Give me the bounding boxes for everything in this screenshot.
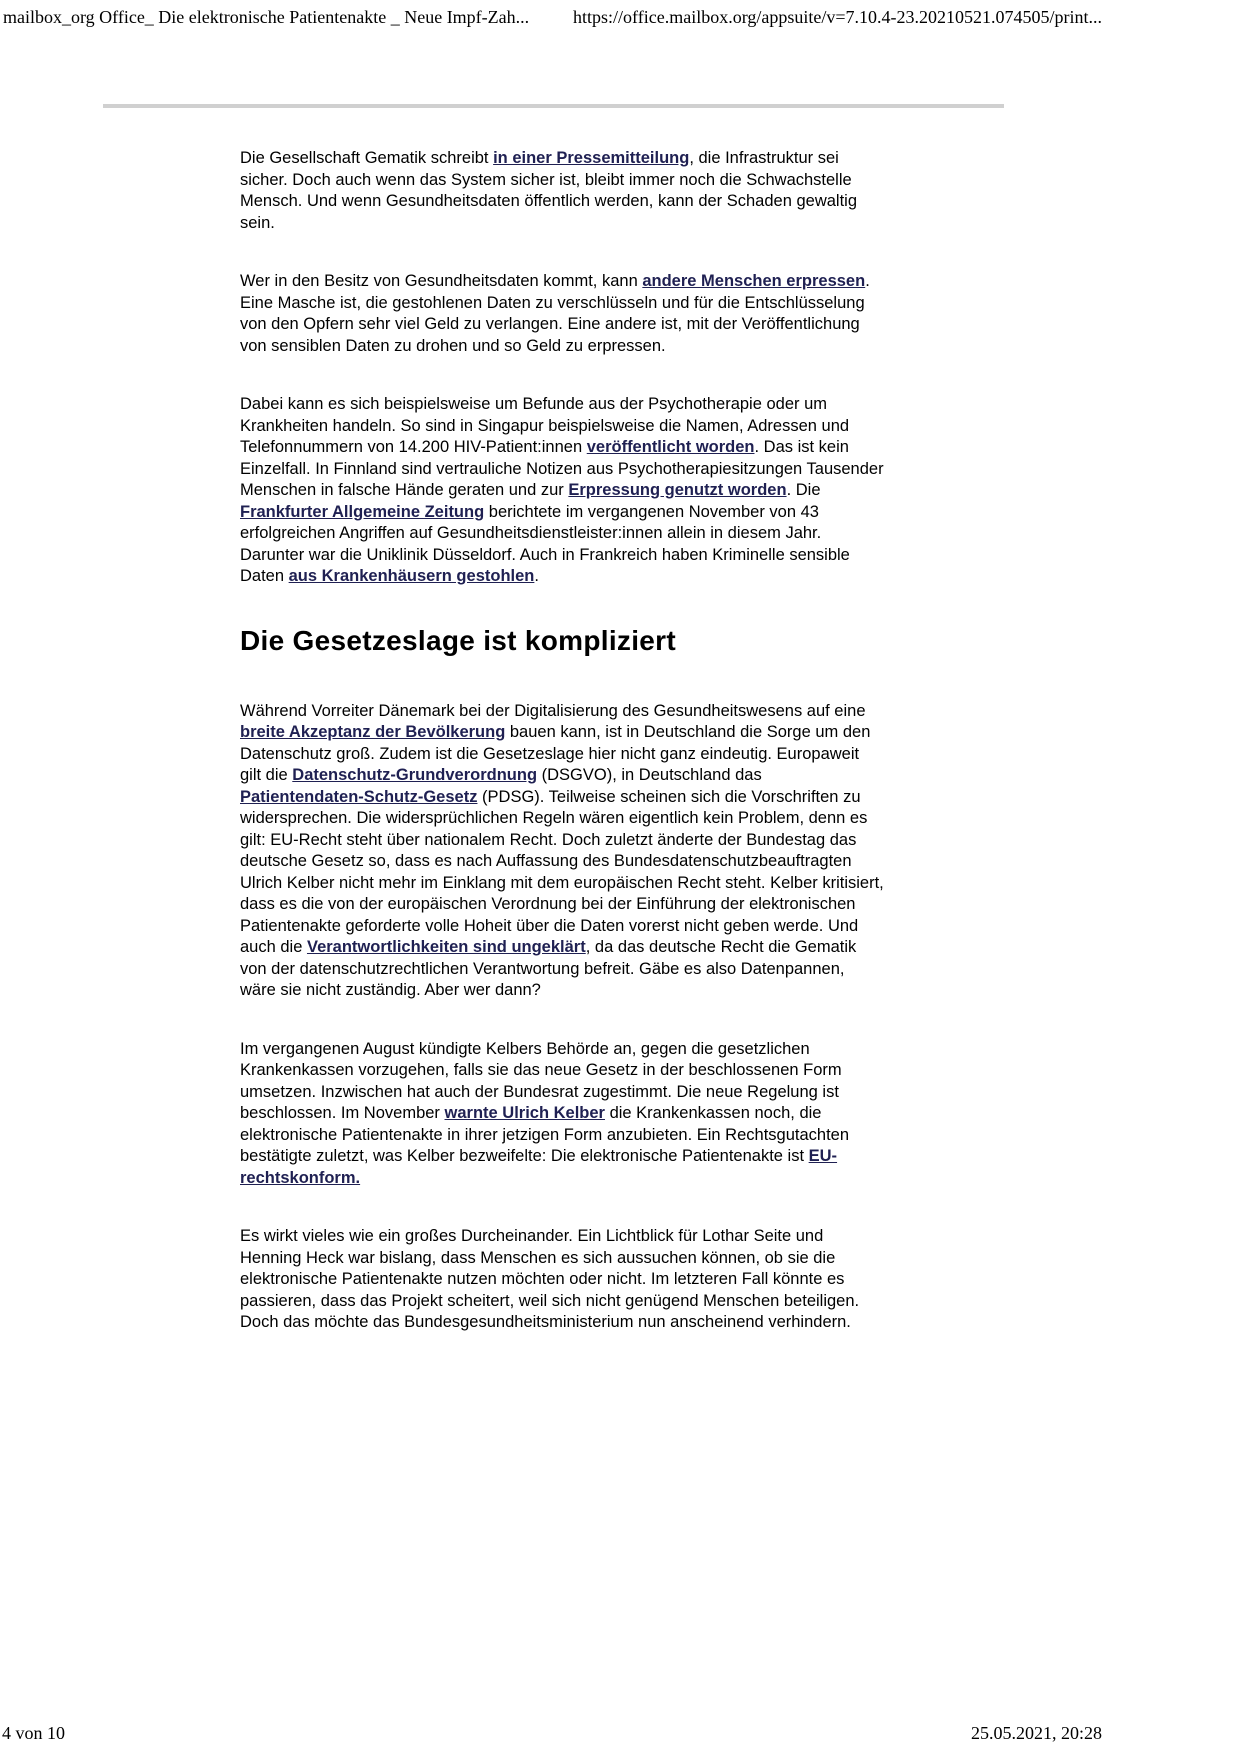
inline-link[interactable]: andere Menschen erpressen: [642, 272, 866, 290]
document-title: mailbox_org Office_ Die elektronische Patientenakte _ Neue Impf-Zah...: [3, 7, 530, 27]
print-header: [3, 6, 1102, 28]
paragraph: [240, 394, 884, 588]
paragraph-text: Es wirkt vieles wie ein großes Durcheinander. Ein Lichtblick für Lothar Seite und Henning Heck war bislang, dass Menschen es sich aussuchen können, ob sie die elektronische Patientenakte nutzen möchten oder nicht. Im letzteren Fall könnte es passieren, dass das Projekt scheitert, weil sich nicht genügend Menschen beteiligen. Doch das möchte das Bundesgesundheitsministerium nun anscheinend verhindern.: [240, 1227, 860, 1331]
paragraph: [240, 701, 884, 1002]
paragraph: [240, 148, 884, 234]
page-number: 4 von 10: [2, 1723, 65, 1743]
inline-link[interactable]: warnte Ulrich Kelber: [444, 1104, 605, 1122]
inline-link[interactable]: EU-rechtskonform.: [240, 1147, 838, 1187]
paragraph-text: , die Infrastruktur sei sicher. Doch auch wenn das System sicher ist, bleibt immer noch die Schwachstelle Mensch. Und wenn Gesundheitsdaten öffentlich werden, kann der Schaden gewaltig sein.: [240, 149, 858, 232]
paragraph: [240, 1039, 884, 1190]
inline-link[interactable]: in einer Pressemitteilung: [493, 149, 690, 167]
section-heading: Die Gesetzeslage ist kompliziert: [240, 624, 676, 656]
paragraph-text: berichtete im vergangenen November von 43 erfolgreichen Angriffen auf Gesundheitsdienstleister:innen allein in diesem Jahr. Darunter war die Uniklinik Düsseldorf. Auch in Frankreich haben Kriminelle sensible Daten: [240, 502, 850, 585]
paragraph-text: . Eine Masche ist, die gestohlenen Daten zu verschlüsseln und für die Entschlüsselung von den Opfern sehr viel Geld zu verlangen. Eine andere ist, mit der Veröffentlichung von sensiblen Daten zu drohen und so Geld zu erpressen.: [240, 272, 870, 355]
paragraph-text: (DSGVO), in Deutschland das: [537, 766, 762, 784]
paragraph-text: Wer in den Besitz von Gesundheitsdaten kommt, kann: [240, 272, 643, 290]
inline-link[interactable]: veröffentlicht worden: [586, 438, 755, 456]
print-timestamp: 25.05.2021, 20:28: [970, 1723, 1102, 1743]
inline-link[interactable]: Patientendaten-Schutz-Gesetz: [240, 787, 478, 806]
paragraph-text: , da das deutsche Recht die Gematik von der datenschutzrechtlichen Verantwortung befreit. Gäbe es also Datenpannen, wäre sie nicht zuständig. Aber wer dann?: [240, 938, 857, 999]
paragraph-text: Im vergangenen August kündigte Kelbers Behörde an, gegen die gesetzlichen Krankenkassen vorzugehen, falls sie das neue Gesetz in der beschlossenen Form umsetzen. Inzwischen hat auch der Bundesrat zugestimmt. Die neue Regelung ist beschlossen. Im November: [240, 1039, 842, 1122]
paragraph-text: die Krankenkassen noch, die elektronische Patientenakte in ihrer jetzigen Form anzubieten. Ein Rechtsgutachten bestätigte zuletzt, was Kelber bezweifelte: Die elektronische Patientenakte ist: [240, 1104, 850, 1165]
header-divider: [103, 104, 1004, 108]
paragraph: [240, 271, 884, 357]
paragraph-text: bauen kann, ist in Deutschland die Sorge um den Datenschutz groß. Zudem ist die Gesetzeslage hier nicht ganz eindeutig. Europaweit gilt die: [240, 723, 871, 784]
inline-link[interactable]: Verantwortlichkeiten sind ungeklärt: [306, 938, 586, 956]
inline-link[interactable]: breite Akzeptanz der Bevölkerung: [240, 723, 506, 741]
paragraph: [240, 1226, 884, 1334]
paragraph-text: . Die: [786, 481, 821, 499]
inline-link[interactable]: Datenschutz-Grundverordnung: [292, 766, 538, 784]
article-body: [240, 148, 884, 1371]
inline-link[interactable]: aus Krankenhäusern gestohlen: [288, 567, 535, 585]
paragraph-text: Während Vorreiter Dänemark bei der Digitalisierung des Gesundheitswesens auf eine: [240, 701, 866, 720]
paragraph-text: Die Gesellschaft Gematik schreibt: [240, 149, 494, 167]
print-footer: [2, 1722, 1102, 1744]
inline-link[interactable]: Erpressung genutzt worden: [568, 481, 787, 499]
paragraph-text: (PDSG). Teilweise scheinen sich die Vorschriften zu widersprechen. Die widersprüchlichen Regeln wären eigentlich kein Problem, denn es gilt: EU-Recht steht über nationalem Recht. Doch zuletzt änderte der Bundestag das deutsche Gesetz so, dass es nach Auffassung des Bundesdatenschutzbeauftragten Ulrich Kelber nicht mehr im Einklang mit dem europäischen Recht steht. Kelber kritisiert, dass es die von der europäischen Verordnung bei der Einführung der elektronischen Patientenakte geforderte volle Hoheit über die Daten vorerst nicht geben werde. Und auch die: [240, 787, 884, 956]
paragraph-text: Dabei kann es sich beispielsweise um Befunde aus der Psychotherapie oder um Krankheiten handeln. So sind in Singapur beispielsweise die Namen, Adressen und Telefonnummern von 14.200 HIV-Patient:innen: [240, 395, 850, 456]
paragraph-text: .: [534, 567, 539, 585]
inline-link[interactable]: Frankfurter Allgemeine Zeitung: [240, 502, 485, 521]
paragraph-text: . Das ist kein Einzelfall. In Finnland sind vertrauliche Notizen aus Psychotherapiesitzungen Tausender Menschen in falsche Hände geraten und zur: [240, 438, 884, 499]
print-url: https://office.mailbox.org/appsuite/v=7.10.4-23.20210521.074505/print...: [573, 7, 1102, 27]
